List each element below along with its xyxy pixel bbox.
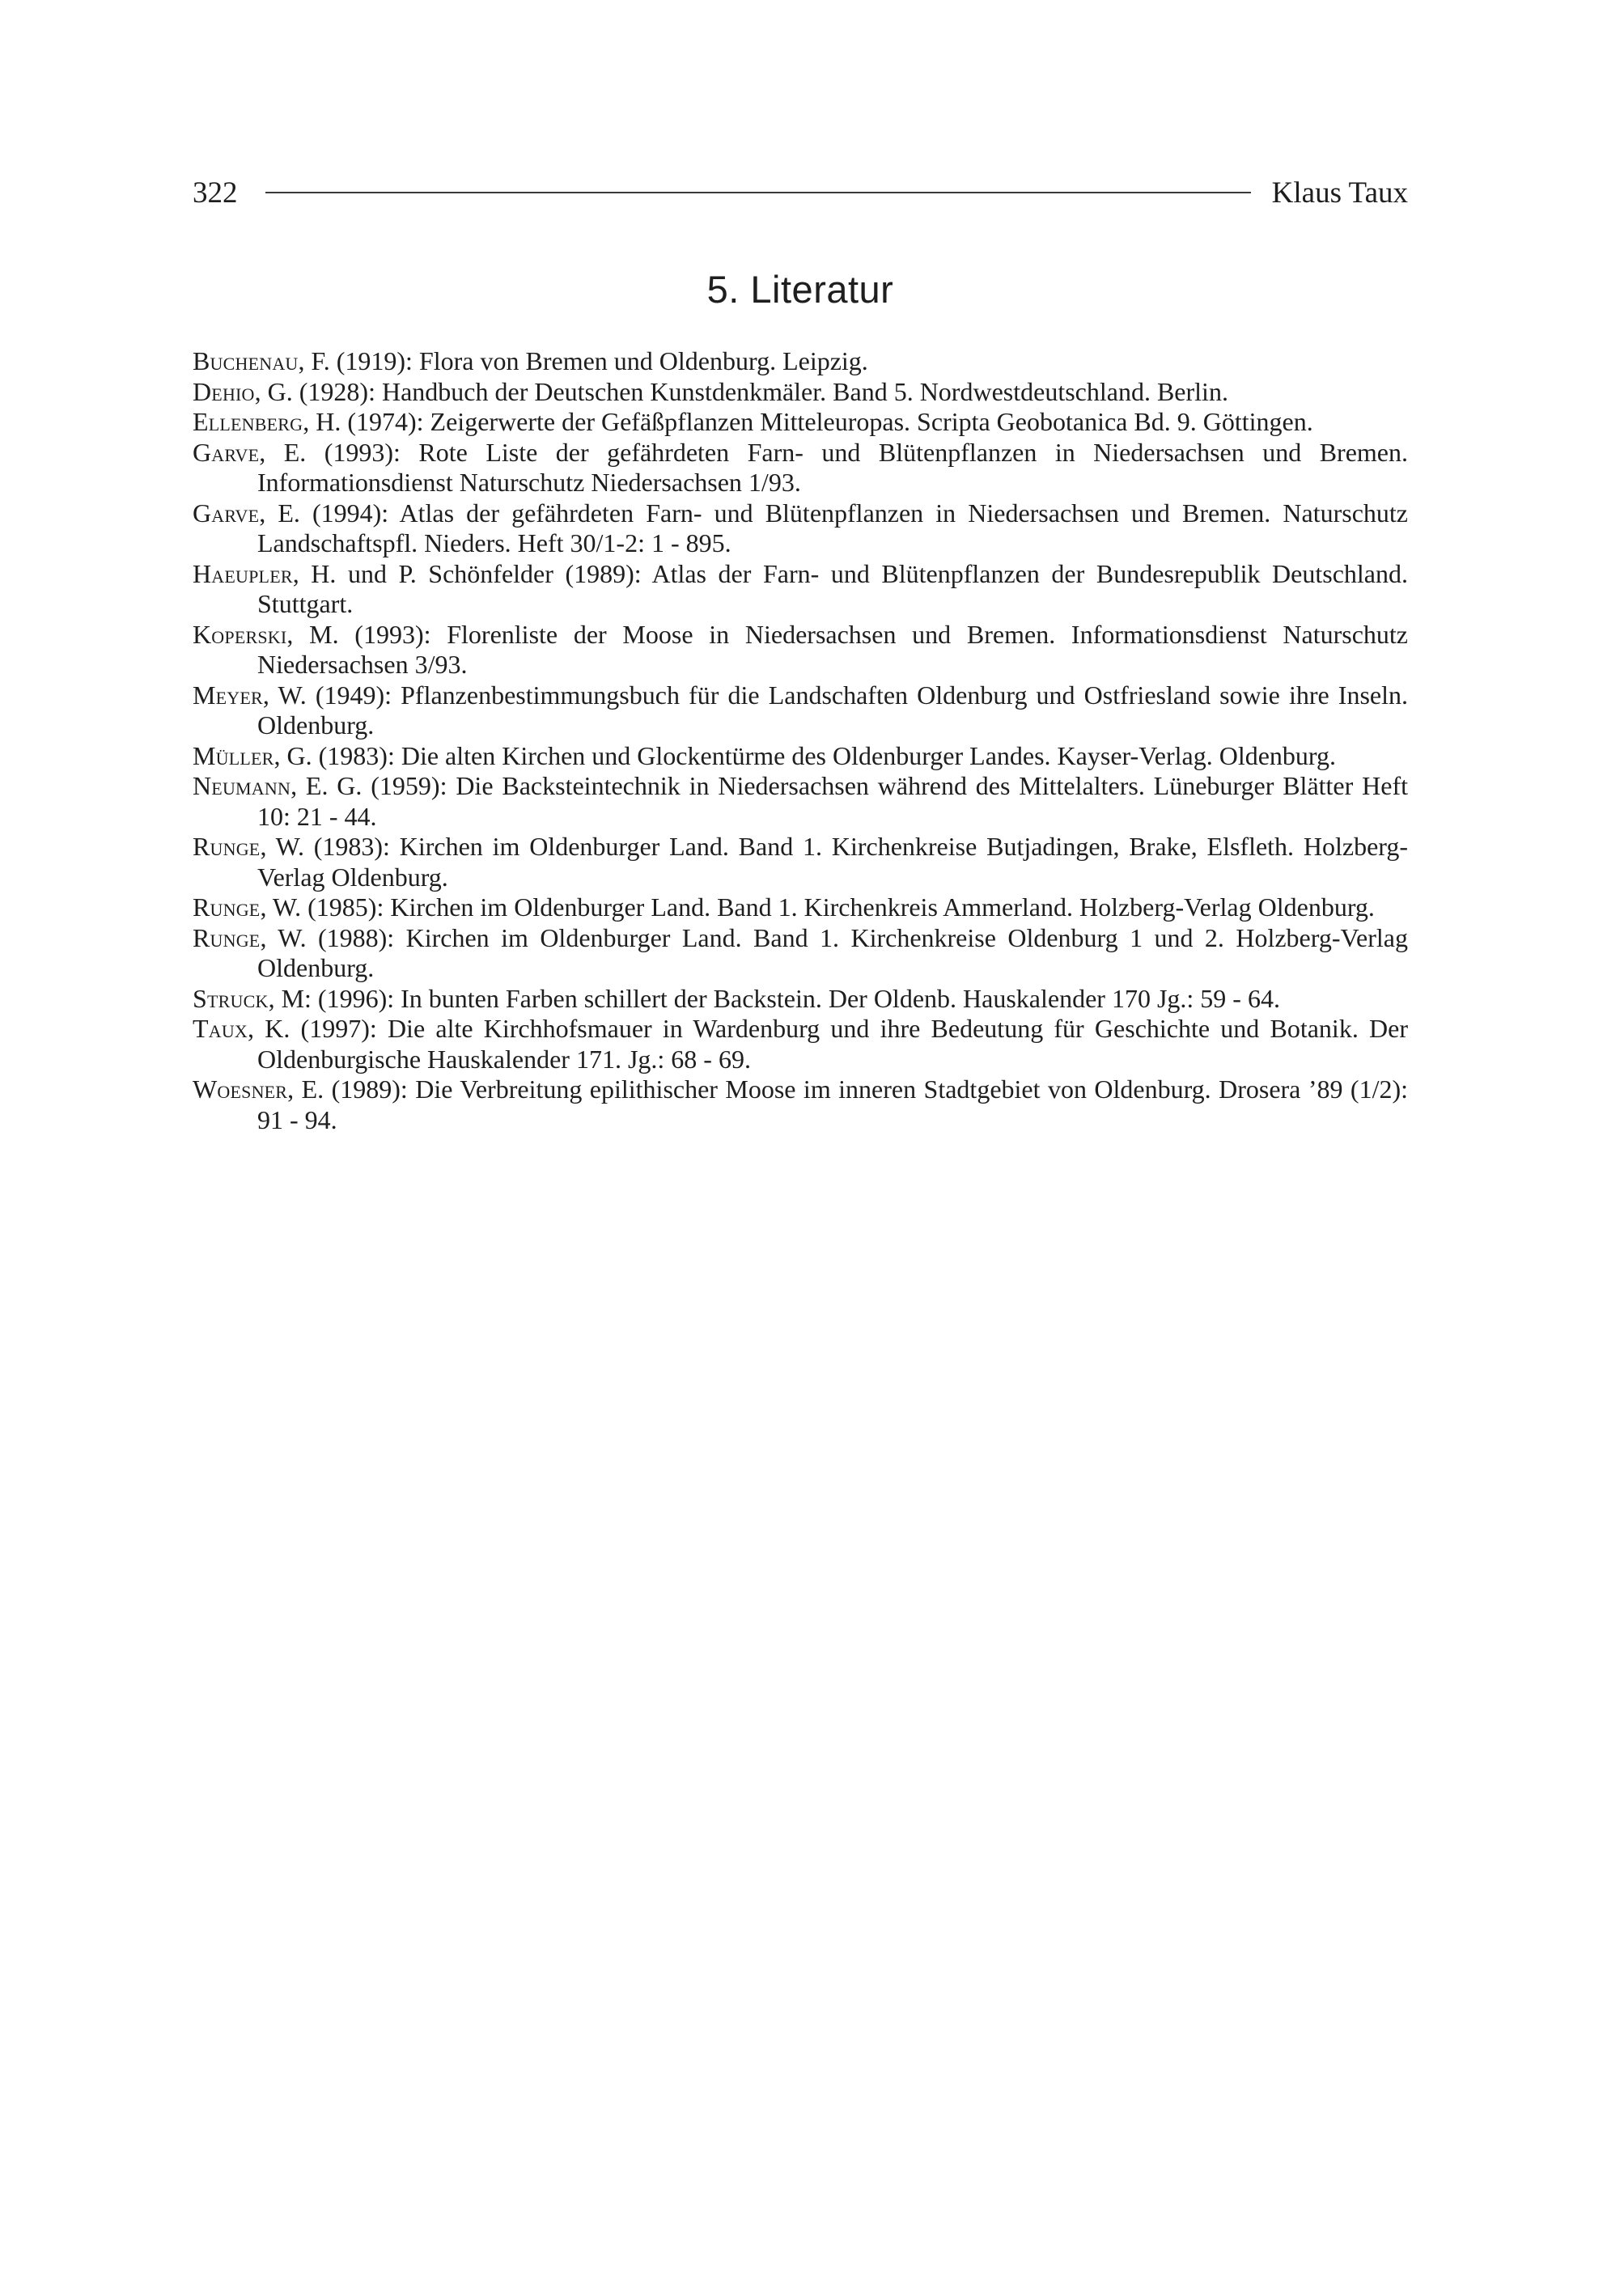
reference-author: Meyer: [193, 680, 263, 710]
reference-text: , W. (1988): Kirchen im Oldenburger Land. Band 1. Kirchenkreise Oldenburg 1 und 2. Holzberg-Verlag Oldenburg.: [257, 922, 1408, 982]
reference-text: , E. (1994): Atlas der gefährdeten Farn- und Blütenpflanzen in Niedersachsen und Bremen. Naturschutz Landschaftspfl. Nieders. Heft 30/1-2: 1 - 895.: [257, 498, 1408, 557]
reference-author: Neumann: [193, 771, 291, 800]
reference-entry: [193, 377, 1408, 408]
reference-text: , E. G. (1959): Die Backsteintechnik in Niedersachsen während des Mittelalters. Lüneburger Blätter Heft 10: 21 - 44.: [257, 771, 1408, 831]
reference-entry: [193, 620, 1408, 680]
reference-entry: [193, 407, 1408, 438]
reference-text: , W. (1985): Kirchen im Oldenburger Land. Band 1. Kirchenkreis Ammerland. Holzberg-Verlag Oldenburg.: [260, 892, 1375, 922]
reference-text: , H. und P. Schönfelder (1989): Atlas der Farn- und Blütenpflanzen der Bundesrepublik Deutschland. Stuttgart.: [257, 558, 1408, 618]
running-head-author: Klaus Taux: [1271, 176, 1408, 210]
reference-text: , E. (1989): Die Verbreitung epilithischer Moose im inneren Stadtgebiet von Oldenburg. Drosera ’89 (1/2): 91 - 94.: [257, 1074, 1408, 1134]
reference-text: , G. (1983): Die alten Kirchen und Glockentürme des Oldenburger Landes. Kayser-Verlag. Oldenburg.: [273, 740, 1336, 770]
reference-author: Runge: [193, 922, 261, 952]
reference-text: , F. (1919): Flora von Bremen und Oldenburg. Leipzig.: [298, 346, 868, 375]
reference-author: Struck: [193, 983, 269, 1013]
section-title: 5. Literatur: [706, 268, 894, 311]
reference-text: , M. (1993): Florenliste der Moose in Niedersachsen und Bremen. Informationsdienst Naturschutz Niedersachsen 3/93.: [257, 619, 1408, 679]
reference-entry: [193, 741, 1408, 772]
reference-text: , W. (1949): Pflanzenbestimmungsbuch für die Landschaften Oldenburg und Ostfriesland sowie ihre Inseln. Oldenburg.: [257, 680, 1408, 740]
reference-author: Buchenau: [193, 346, 299, 375]
reference-entry: [193, 346, 1408, 377]
reference-entry: [193, 438, 1408, 498]
reference-author: Runge: [193, 892, 261, 922]
reference-text: , M: (1996): In bunten Farben schillert der Backstein. Der Oldenb. Hauskalender 170 Jg.: 59 - 64.: [268, 983, 1280, 1013]
reference-author: Dehio: [193, 376, 255, 406]
reference-author: Koperski: [193, 619, 287, 649]
reference-author: Garve: [193, 498, 260, 528]
reference-entry: [193, 892, 1408, 923]
reference-entry: [193, 832, 1408, 892]
reference-author: Ellenberg: [193, 407, 303, 436]
reference-author: Haeupler: [193, 558, 293, 588]
reference-entry: [193, 923, 1408, 984]
header-rule: [265, 192, 1251, 193]
reference-text: , H. (1974): Zeigerwerte der Gefäßpflanzen Mitteleuropas. Scripta Geobotanica Bd. 9. Göttingen.: [303, 407, 1313, 436]
reference-text: , K. (1997): Die alte Kirchhofsmauer in Wardenburg und ihre Bedeutung für Geschichte und Botanik. Der Oldenburgische Hauskalender 171. Jg.: 68 - 69.: [248, 1014, 1408, 1074]
reference-text: , E. (1993): Rote Liste der gefährdeten Farn- und Blütenpflanzen in Niedersachsen und Bremen. Informationsdienst Naturschutz Niedersachsen 1/93.: [257, 437, 1408, 497]
reference-entry: [193, 498, 1408, 559]
running-head: [193, 170, 1408, 215]
reference-text: , W. (1983): Kirchen im Oldenburger Land. Band 1. Kirchenkreise Butjadingen, Brake, Elsfleth. Holzberg-Verlag Oldenburg.: [257, 832, 1408, 892]
reference-entry: [193, 1074, 1408, 1135]
reference-author: Runge: [193, 832, 261, 861]
page-number: 322: [193, 176, 238, 210]
reference-author: Müller: [193, 740, 274, 770]
reference-entry: [193, 559, 1408, 620]
reference-list: [193, 346, 1408, 1135]
reference-entry: [193, 680, 1408, 741]
reference-author: Taux: [193, 1014, 248, 1043]
reference-entry: [193, 984, 1408, 1015]
reference-entry: [193, 1014, 1408, 1074]
reference-author: Garve: [193, 437, 260, 467]
reference-author: Woesner: [193, 1074, 288, 1104]
reference-text: , G. (1928): Handbuch der Deutschen Kunstdenkmäler. Band 5. Nordwestdeutschland. Berlin.: [254, 376, 1228, 406]
reference-entry: [193, 771, 1408, 832]
